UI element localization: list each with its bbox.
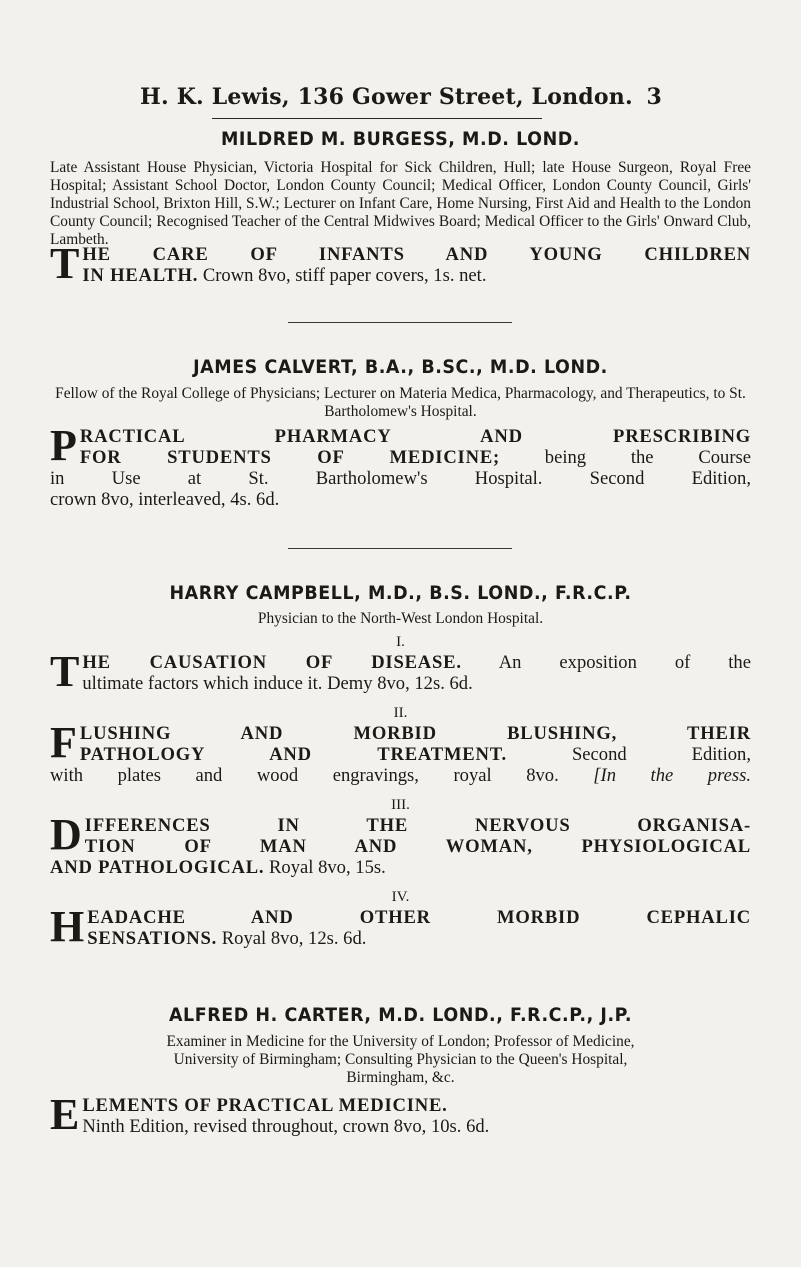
work-numeral: IV. bbox=[391, 889, 410, 905]
description-line: Examiner in Medicine for the University of London; Professor of Medicine, bbox=[166, 1033, 635, 1050]
work-title-cont: IN HEALTH. bbox=[82, 265, 199, 286]
work-numeral: I. bbox=[396, 634, 405, 650]
work-details-line: crown 8vo, interleaved, 4s. 6d. bbox=[50, 489, 280, 510]
work-details: Crown 8vo, stiff paper covers, 1s. net. bbox=[202, 265, 487, 286]
work-title-cont: FOR STUDENTS OF MEDICINE; bbox=[79, 447, 501, 468]
section-rule bbox=[288, 322, 512, 323]
drop-cap: T bbox=[50, 647, 80, 696]
work-title: LEMENTS OF PRACTICAL MEDICINE. bbox=[82, 1095, 448, 1116]
work-title-cont: AND PATHOLOGICAL. bbox=[50, 857, 265, 878]
work-details: Royal 8vo, 12s. 6d. bbox=[221, 928, 367, 949]
header-rule bbox=[212, 118, 542, 119]
running-title: H. K. Lewis, 136 Gower Street, London. bbox=[140, 84, 633, 110]
work-details: Royal 8vo, 15s. bbox=[269, 857, 386, 878]
work-title-cont: PATHOLOGY AND TREATMENT. bbox=[79, 744, 508, 765]
work-title: HE CAUSATION OF DISEASE. bbox=[82, 652, 462, 673]
work-details-line: with plates and wood engravings, royal 8vo. bbox=[50, 765, 559, 786]
author-heading-campbell: HARRY CAMPBELL, M.D., B.S. LOND., F.R.C.P. bbox=[169, 582, 632, 604]
work-entry-nervous-organisation bbox=[50, 810, 751, 878]
drop-cap: T bbox=[50, 239, 80, 288]
author-heading-carter: ALFRED H. CARTER, M.D. LOND., F.R.C.P., J.P. bbox=[168, 1004, 633, 1026]
work-title-cont: TION OF MAN AND WOMAN, PHYSIOLOGICAL bbox=[84, 836, 751, 857]
drop-cap: P bbox=[50, 421, 77, 470]
work-title: IFFERENCES IN THE NERVOUS ORGANISA- bbox=[84, 815, 751, 836]
work-title: RACTICAL PHARMACY AND PRESCRIBING bbox=[79, 426, 751, 447]
page-number: 3 bbox=[646, 84, 662, 110]
description-line: University of Birmingham; Consulting Physician to the Queen's Hospital, bbox=[173, 1051, 628, 1068]
author-description-calvert: Fellow of the Royal College of Physicians; Lecturer on Materia Medica, Pharmacology, and Therapeutics, to St. Bartholomew's Hospital. bbox=[55, 385, 746, 420]
work-entry-headache bbox=[50, 902, 751, 951]
author-heading-burgess: MILDRED M. BURGESS, M.D. LOND. bbox=[220, 128, 581, 150]
work-details: An exposition of the bbox=[498, 652, 751, 673]
publication-status: [In the press. bbox=[593, 765, 751, 786]
work-details-line: Ninth Edition, revised throughout, crown 8vo, 10s. 6d. bbox=[82, 1116, 490, 1137]
description-line: Birmingham, &c. bbox=[346, 1069, 455, 1086]
author-description-carter bbox=[50, 1033, 751, 1087]
author-description-burgess: Late Assistant House Physician, Victoria Hospital for Sick Children, Hull; late House Surgeon, Royal Free Hospital; Assistant School Doctor, London County Council; Medical Officer, London County Council, Girls' Industrial School, Brixton Hill, S.W.; Lecturer on Infant Care, Home Nursing, First Aid and Health to the London County Council; Recognised Teacher of the Central Midwives Board; Medical Officer to the Girls' Onward Club, Lambeth. bbox=[50, 159, 751, 248]
work-entry-infant-care bbox=[50, 239, 751, 288]
work-details-line: ultimate factors which induce it. Demy 8vo, 12s. 6d. bbox=[82, 673, 473, 694]
work-entry-elements bbox=[50, 1090, 751, 1139]
drop-cap: F bbox=[50, 718, 77, 767]
author-heading-calvert: JAMES CALVERT, B.A., B.SC., M.D. LOND. bbox=[193, 356, 608, 378]
work-entry-causation bbox=[50, 647, 751, 696]
drop-cap: H bbox=[50, 902, 85, 951]
work-numeral: II. bbox=[393, 705, 408, 721]
work-entry-flushing bbox=[50, 718, 751, 786]
drop-cap: E bbox=[50, 1090, 80, 1139]
section-rule bbox=[288, 548, 512, 549]
work-entry-pharmacy bbox=[50, 421, 751, 510]
work-title: EADACHE AND OTHER MORBID CEPHALIC bbox=[87, 907, 751, 928]
work-details-line: in Use at St. Bartholomew's Hospital. Second Edition, bbox=[50, 468, 751, 489]
work-details: being the Course bbox=[544, 447, 751, 468]
work-details: Second Edition, bbox=[571, 744, 751, 765]
work-title: LUSHING AND MORBID BLUSHING, THEIR bbox=[79, 723, 751, 744]
work-numeral: III. bbox=[391, 797, 410, 813]
drop-cap: D bbox=[50, 810, 82, 859]
work-title: HE CARE OF INFANTS AND YOUNG CHILDREN bbox=[82, 244, 751, 265]
author-description-campbell: Physician to the North-West London Hospital. bbox=[257, 610, 544, 627]
work-title-cont: SENSATIONS. bbox=[87, 928, 218, 949]
